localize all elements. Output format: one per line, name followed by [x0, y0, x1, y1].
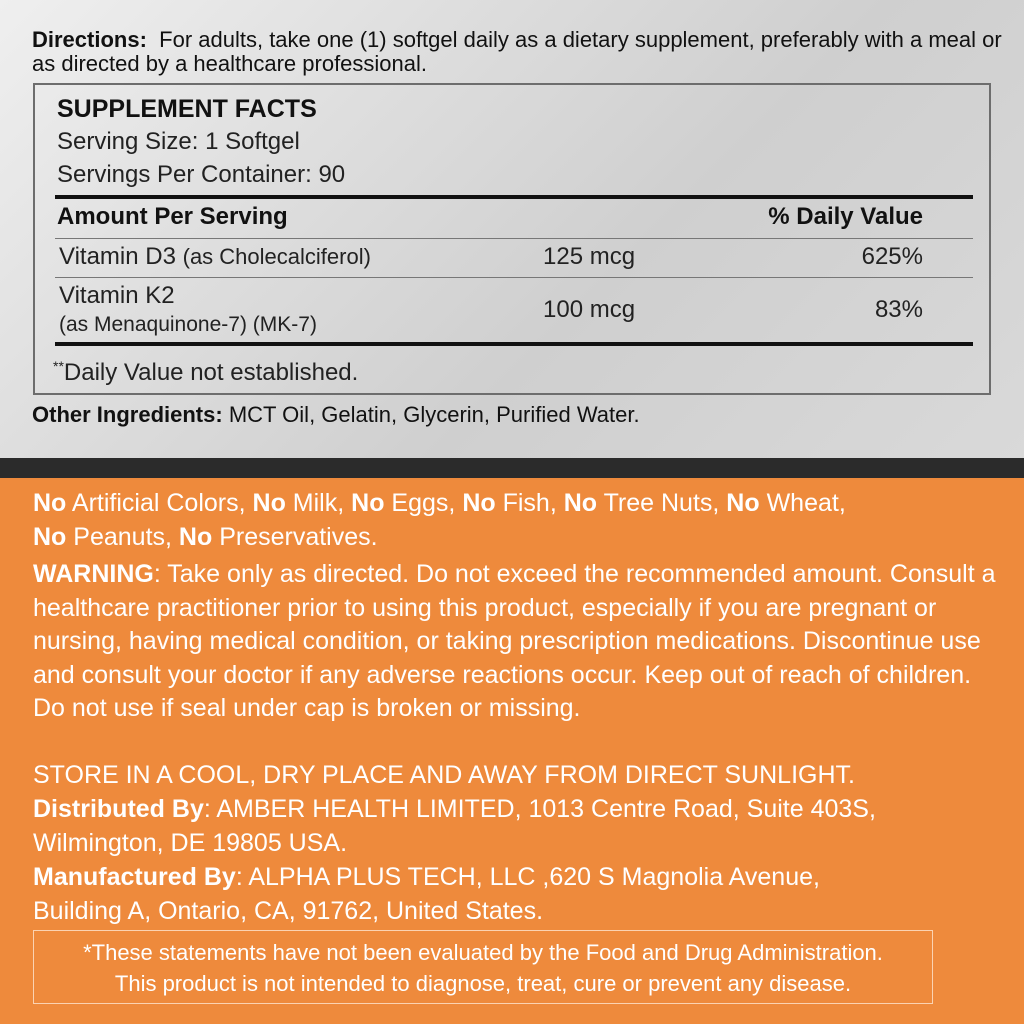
- footnote-mark: **: [53, 358, 64, 374]
- distributed-text: AMBER HEALTH LIMITED, 1013 Centre Road, Suite 403S, Wilmington, DE 19805 USA.: [33, 795, 876, 857]
- storage-statement: STORE IN A COOL, DRY PLACE AND AWAY FROM DIRECT SUNLIGHT.: [33, 761, 855, 789]
- distributed-label: Distributed By: [33, 795, 204, 823]
- other-ingredients: Other Ingredients: MCT Oil, Gelatin, Glycerin, Purified Water.: [32, 402, 640, 427]
- supplement-facts-panel: [33, 83, 991, 395]
- footnote-text: Daily Value not established.: [63, 359, 359, 386]
- thick-rule-bottom: [55, 342, 973, 346]
- directions-label: Directions: [32, 27, 140, 52]
- nutrient-name-d3: Vitamin D3 (as Cholecalciferol): [59, 243, 371, 270]
- supplement-facts-title: SUPPLEMENT FACTS: [57, 95, 317, 123]
- nutrient-amount-d3: 125 mcg: [543, 243, 636, 270]
- directions-body: For adults, take one (1) softgel daily as a dietary supplement, preferably with a meal or as directed by a healthcare professional.: [32, 27, 1002, 76]
- disclaimer-line-1: *These statements have not been evaluated by the Food and Drug Administration.: [83, 940, 883, 965]
- manufactured-by: Manufactured By: ALPHA PLUS TECH, LLC ,620 S Magnolia Avenue, Building A, Ontario, CA, 91762, United States.: [33, 863, 820, 925]
- other-ingredients-label: Other Ingredients: [32, 402, 216, 427]
- manufactured-text: ALPHA PLUS TECH, LLC ,620 S Magnolia Avenue, Building A, Ontario, CA, 91762, United States.: [33, 863, 820, 925]
- daily-value-header: % Daily Value: [768, 203, 923, 230]
- warning-text: Take only as directed. Do not exceed the recommended amount. Consult a healthcare practitioner prior to using this product, especially if you are pregnant or nursing, having medical condition, or taking prescription medications. Discontinue use and consult your doctor if any adverse reactions occur. Keep out of reach of children. Do not use if seal under cap is broken or missing.: [33, 560, 996, 722]
- other-ingredients-text: MCT Oil, Gelatin, Glycerin, Purified Water.: [228, 402, 640, 427]
- nutrient-detail-d3: (as Cholecalciferol): [182, 244, 371, 269]
- manufactured-label: Manufactured By: [33, 863, 236, 891]
- directions-text: Directions: For adults, take one (1) softgel daily as a dietary supplement, preferably with a meal or as directed by a healthcare professional.: [32, 27, 1002, 76]
- nutrient-amount-k2: 100 mcg: [543, 296, 636, 323]
- disclaimer-line-2: This product is not intended to diagnose, treat, cure or prevent any disease.: [114, 971, 852, 996]
- rule-header: [55, 238, 973, 239]
- dark-divider-band: [0, 458, 1024, 478]
- nutrient-dv-k2: 83%: [874, 296, 923, 323]
- serving-size: Serving Size: 1 Softgel: [57, 128, 300, 155]
- distributed-by: Distributed By: AMBER HEALTH LIMITED, 1013 Centre Road, Suite 403S, Wilmington, DE 19805 USA.: [33, 795, 876, 857]
- nutrient-detail-k2: (as Menaquinone-7) (MK-7): [59, 313, 317, 336]
- free-from-statement: No Artificial Colors, No Milk, No Eggs, No Fish, No Tree Nuts, No Wheat, No Peanuts, No Preservatives.: [33, 489, 846, 551]
- nutrient-name-k2: Vitamin K2: [59, 282, 175, 309]
- thick-rule-top: [55, 195, 973, 199]
- warning-label: WARNING: [33, 560, 154, 588]
- amount-per-serving-header: Amount Per Serving: [57, 203, 288, 230]
- footnote: [53, 358, 358, 387]
- rule-row1: [55, 277, 973, 278]
- warning-statement: WARNING: Take only as directed. Do not exceed the recommended amount. Consult a healthcare practitioner prior to using this product, especially if you are pregnant or nursing, having medical condition, or taking prescription medications. Discontinue use and consult your doctor if any adverse reactions occur. Keep out of reach of children. Do not use if seal under cap is broken or missing.: [33, 560, 996, 722]
- fda-disclaimer-box: [33, 930, 933, 1004]
- nutrient-dv-d3: 625%: [861, 243, 923, 270]
- servings-per-container: Servings Per Container: 90: [57, 161, 346, 188]
